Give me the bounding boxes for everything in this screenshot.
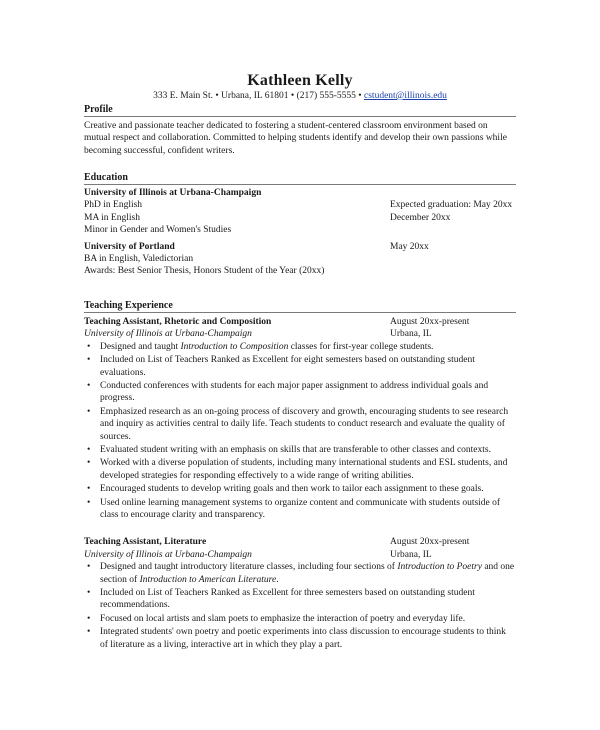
- list-item: • Used online learning management systems to organize content and communicate with students outside of class to encourage clarity and transparency.: [87, 497, 501, 521]
- job-location: Urbana, IL: [390, 549, 432, 560]
- list-item: • Emphasized research as an on-going process of discovery and growth, encouraging students to see research and inquiry as activities central to daily life. Teach students to conduct research and evaluate the quality of sources.: [87, 406, 509, 442]
- degree-date: December 20xx: [390, 212, 451, 223]
- list-item: • Designed and taught introductory literature classes, including four sections of Introduction to Poetry and one section of Introduction to American Literature.: [87, 562, 515, 585]
- school-date: May 20xx: [390, 241, 429, 252]
- candidate-name: Kathleen Kelly: [247, 72, 353, 89]
- list-item: • Focused on local artists and slam poets to emphasize the interaction of poetry and everyday life.: [87, 613, 466, 624]
- job-dates: August 20xx-present: [390, 537, 470, 548]
- list-item: • Conducted conferences with students for each major paper assignment to address individual goals and progress.: [87, 381, 489, 404]
- degree-text: BA in English, Valedictorian: [84, 253, 194, 264]
- job-dates: August 20xx-present: [390, 317, 470, 327]
- list-item: • Encouraged students to develop writing goals and then work to tailor each assignment to these goals.: [87, 484, 484, 495]
- list-item: • Designed and taught Introduction to Composition classes for first-year college students.: [87, 341, 434, 352]
- degree-line: [84, 224, 516, 236]
- degree-line: [84, 265, 516, 277]
- job-title-line: [84, 536, 516, 548]
- degree-line: [84, 212, 516, 224]
- job-org-line: [84, 549, 516, 561]
- school-line: [84, 241, 516, 253]
- education-heading: Education: [84, 172, 516, 185]
- contact-line: [0, 91, 600, 101]
- profile-section: [84, 104, 516, 157]
- job-org: University of Illinois at Urbana-Champaign: [84, 549, 252, 560]
- degree-text: Awards: Best Senior Thesis, Honors Student of the Year (20xx): [84, 266, 325, 277]
- degree-line: [84, 253, 516, 265]
- list-item: • Included on List of Teachers Ranked as Excellent for eight semesters based on outstanding student evaluations.: [87, 355, 475, 378]
- profile-text: Creative and passionate teacher dedicated to fostering a student-centered classroom environment based on mutual respect and collaboration. Committed to helping students identify and develop their own passions while becoming successful, confident writers.: [84, 121, 507, 156]
- school-name: University of Illinois at Urbana-Champaign: [84, 188, 262, 198]
- job-org: University of Illinois at Urbana-Champaign: [84, 329, 252, 340]
- degree-date: Expected graduation: May 20xx: [390, 200, 513, 211]
- job-title: Teaching Assistant, Rhetoric and Composition: [84, 317, 272, 327]
- job-title: Teaching Assistant, Literature: [84, 537, 207, 548]
- experience-section: [84, 300, 516, 652]
- job-title-line: [84, 316, 516, 328]
- job-bullets: [84, 341, 516, 522]
- education-section: [84, 172, 516, 278]
- degree-text: MA in English: [84, 212, 140, 223]
- contact-address: 333 E. Main St. • Urbana, IL 61801 • (217) 555-5555 •: [153, 91, 365, 101]
- list-item: • Evaluated student writing with an emphasis on skills that are transferable to other classes and contexts.: [87, 445, 491, 456]
- job-org-line: [84, 328, 516, 340]
- list-item: • Included on List of Teachers Ranked as Excellent for three semesters based on outstanding student recommendations.: [87, 588, 475, 611]
- experience-heading: Teaching Experience: [84, 300, 516, 313]
- degree-text: PhD in English: [84, 200, 143, 211]
- profile-heading: Profile: [84, 104, 516, 117]
- degree-line: [84, 199, 516, 211]
- list-item: • Integrated students' own poetry and poetic experiments into class discussion to encourage students to think of literature as a living, interactive art in which they play a part.: [87, 627, 506, 650]
- job-location: Urbana, IL: [390, 329, 432, 340]
- list-item: • Worked with a diverse population of students, including many international students and ESL students, and developed strategies for responding effectively to a wide range of writing abilities.: [87, 458, 508, 481]
- school-name: University of Portland: [84, 241, 175, 252]
- contact-email-link[interactable]: cstudent@illinois.edu: [364, 91, 447, 101]
- job-bullets: [84, 561, 516, 651]
- degree-text: Minor in Gender and Women's Studies: [84, 225, 232, 236]
